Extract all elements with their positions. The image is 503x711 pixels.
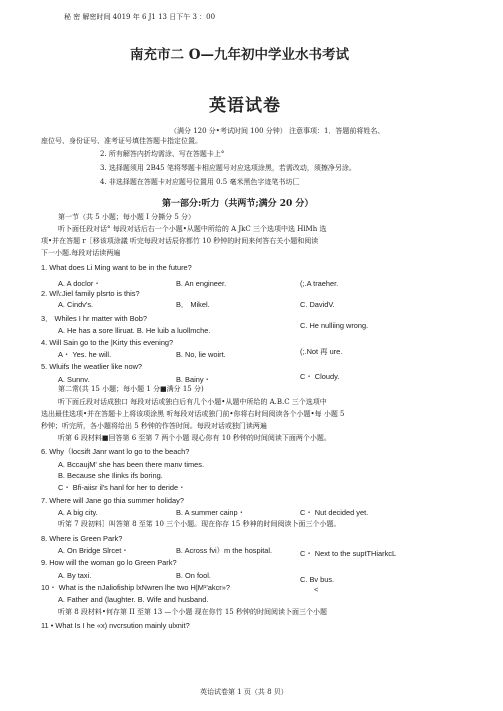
material6-instr: 听第 6 段材料■回答第 6 至第 7 两个小题 现心你有 10 秒钟的时间阅读下面两个小题。 (58, 434, 331, 442)
q6-stem: 6. Why（locsift Janr want lo go to the beach? (41, 447, 190, 456)
exam-title: 南充市二 O—九年初中学业水书考试 (130, 47, 349, 63)
q11-stem: 11 • What Is I he «x) nvcrsution mainly ulxnit? (41, 621, 190, 630)
q5-option-a: A. Sunnv. (58, 375, 90, 384)
part1-title: 第一部分:听力（共两节;满分 20 分） (162, 199, 314, 209)
q8-option-c: C・ Next to the suptTHiarkcL (300, 549, 397, 558)
q9-option-b: B. On fool. (176, 571, 211, 580)
q3-option-c: C. He nulliing wrong. (300, 321, 369, 330)
section1-heading: 第一节（共 5 小题；每小题 I 分撕分 5 分） (58, 213, 196, 221)
q7-option-c: C・ Nut decided yet. (300, 508, 369, 517)
q2-stem: 2. Wl\:Jiel family plsrto is this? (41, 289, 140, 298)
section1-instr-3: 下一小题.每段对话读两遍 (41, 249, 121, 257)
secret-line: 秘 密 解密时间 4019 年 6 J1 13 日下午 3 ：00 (64, 13, 216, 21)
q2-option-a: A. Cindv's. (58, 300, 94, 309)
q4-option-b: B. No, lie woirt. (176, 350, 226, 359)
q3-option-a: A. He has a sore lliruat. B. He luib a luollmche. (58, 326, 211, 335)
section2-instr-3: 秒钟；听完所，各小題将给出 5 秒钟的作答时间。每段对话或独门读两遍 (41, 422, 267, 430)
q6-option-b: B. Because she Ilinks ifs boring. (58, 471, 163, 480)
q4-stem: 4. Will Sain go to the |Kirty this evening? (41, 338, 174, 347)
q9-option-c: C. Bv bus. (300, 575, 335, 584)
q2-option-c: C. DavidV. (300, 300, 335, 309)
q8-option-a: A. On Bridge Slrcet・ (58, 546, 129, 555)
q3-stem: 3． Whiles I hr matter with Bob? (41, 314, 147, 323)
q8-option-b: B. Across fvi）m the hospital. (176, 546, 273, 555)
notes-item-4: 4. 非选择题在答题卡对应题号位置用 0.5 毫米黑色字迹笔书坊匚 (100, 178, 300, 186)
material7-instr: 听笫 7 段初料］叫答第 8 至笫 10 三个小题。现在你存 15 秒神的时间阅读卜面三个小题。 (58, 520, 341, 528)
exam-subtitle: 英语试卷 (209, 96, 281, 116)
q4-option-a: A・ Yes. he will. (58, 350, 112, 359)
notes-line-1: （满分 120 分•考试时间 100 分钟） 注意事项：1．答题前将姓名、 (170, 127, 385, 135)
q10-stem: 10・ What is the nJaliofiship lxNwren lhe two H|M¹'akcr»? (41, 583, 230, 592)
notes-line-2: 座位号、身份证号、准考证号填佳答题卡指定位置。 (41, 137, 202, 145)
section2-instr-1: 听下面丘段对话成独口 每段对话或独白后有几个小题•从题中所给的 A.B.C 三个选项中 (58, 398, 327, 406)
q5-stem: 5. Wluifs Ihe weatlier like now? (41, 362, 143, 371)
q1-stem: 1. What does Li Ming want to be in the future? (41, 263, 192, 272)
section2-heading: 第二常(共 15 小題；每小题 1 分■满分 15 分) (58, 385, 204, 393)
notes-item-2: 2. 所有解答内折均需涂、写在答题卡上° (100, 150, 225, 158)
section1-instr-2: 项•并在答题 r［移该项涂議 听完每段对话辰你都竹 10 秒钟的时间来何答右关小题和阅读 (41, 237, 319, 245)
section2-instr-2: 选出最佳选项•并在答题卡上将该项涂黑 听每段对话或独门前•你将右时间阅读各个小题•每 小题 5 (41, 410, 345, 418)
q10-option-a: A. Father and (laughter. B. Wife and husband. (58, 595, 209, 604)
q7-stem: 7. Where will Jane go thia summer holiday? (41, 496, 184, 505)
page-footer: 英诒试卷第 1 页（共 8 贝） (200, 688, 288, 696)
q7-option-b: B. A summer cainp・ (176, 508, 246, 517)
material8-instr: 听第 8 段材料•何存第 II 至第 13 —个小题 现在你竹 15 秒钟的时间阅读卜面三个小题 (58, 608, 327, 616)
q1-option-c: (;.A traeher. (300, 279, 339, 288)
q6-option-c: C・ Bfi-aiisr il's hanl for her to deride・ (58, 483, 186, 492)
q7-option-a: A. A big city. (58, 508, 98, 517)
q4-option-c: (;.Not 再 ure. (300, 347, 343, 356)
q9-option-a: A. By taxi. (58, 571, 92, 580)
notes-item-3: 3. 选择题须用 2B45 笔将琴题卡相应题号对应选项涂黑，若需改动，须擦净另涂。 (100, 164, 356, 172)
q9-stem: 9. How will the woman go lo Green Park? (41, 558, 177, 567)
q1-option-a: A. A doclor・ (58, 279, 101, 288)
section1-instr-1: 听卜面任段对话° 每段对话后右一个小题•从题中所给的 A JkC 三个选项中选 HlMh 选 (58, 225, 327, 233)
q10-option-c: < (314, 585, 319, 594)
q8-stem: 8. Where is Green Park? (41, 534, 123, 543)
q1-option-b: B. An engineer. (176, 279, 227, 288)
q5-option-b: B. Bainy・ (176, 375, 211, 384)
q6-option-a: A. BccaujM' she has been there manv times. (58, 460, 205, 469)
q2-option-b: B． Mikel. (176, 300, 210, 309)
q5-option-c: C・ Cloudy. (300, 372, 340, 381)
